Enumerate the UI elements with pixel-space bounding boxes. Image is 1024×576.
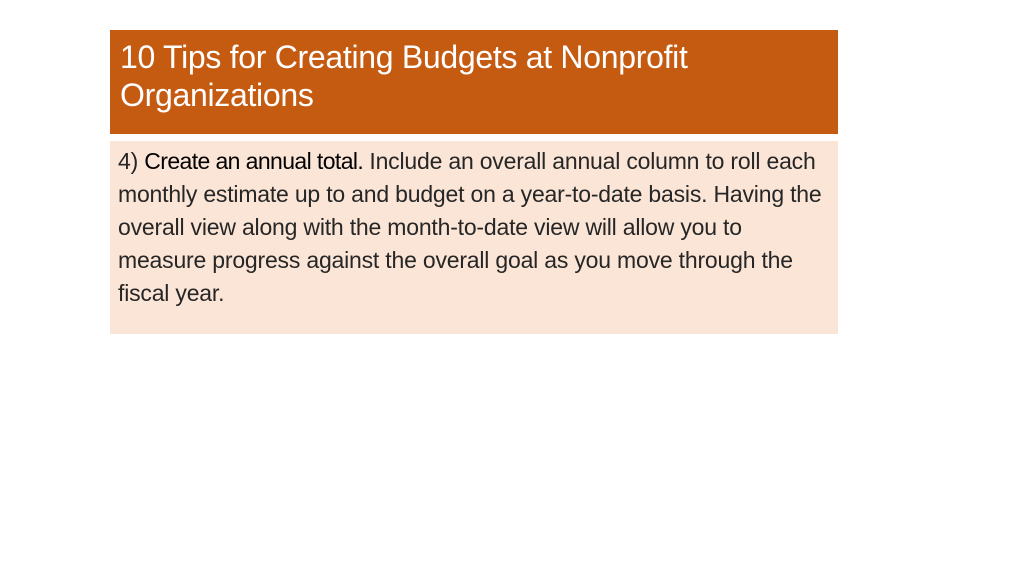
tip-paragraph [118, 145, 830, 310]
content-panel [110, 141, 838, 334]
tip-text: Include an overall annual column to roll each monthly estimate up to and budget on a year-to-date basis. Having the overall view along with the month-to-date view will allow you to measure progress against the overall goal as you move through the fiscal year. [118, 148, 822, 306]
tip-heading: Create an annual total. [144, 148, 364, 174]
title-banner [110, 30, 838, 134]
slide-title: 10 Tips for Creating Budgets at Nonprofit Organizations [120, 39, 688, 113]
tip-number: 4) [118, 148, 139, 174]
